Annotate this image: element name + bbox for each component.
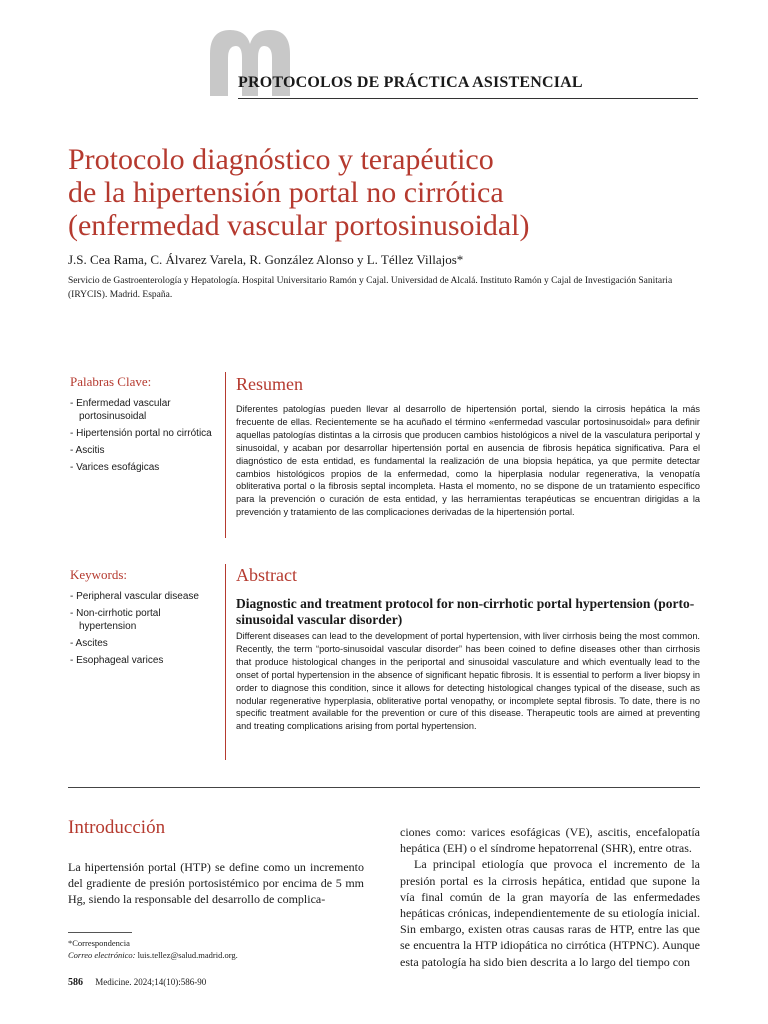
title-line: Protocolo diagnóstico y terapéutico bbox=[68, 143, 494, 176]
keyword-item: - Non-cirrhotic portal hypertension bbox=[70, 608, 161, 632]
abstract-subtitle: Diagnostic and treatment protocol for non-cirrhotic portal hypertension (porto-sinusoidal vascular disorder) bbox=[236, 596, 695, 627]
title-line: (enfermedad vascular portosinusoidal) bbox=[68, 209, 530, 242]
keywords-es-title: Palabras Clave: bbox=[70, 374, 152, 389]
keyword-item: - Hipertensión portal no cirrótica bbox=[70, 428, 212, 439]
authors: J.S. Cea Rama, C. Álvarez Varela, R. González Alonso y L. Téllez Villajos* bbox=[68, 252, 464, 267]
keyword-item: - Ascites bbox=[70, 638, 108, 649]
email-address[interactable]: luis.tellez@salud.madrid.org. bbox=[137, 950, 238, 960]
footnote bbox=[68, 937, 238, 961]
section-header: PROTOCOLOS DE PRÁCTICA ASISTENCIAL bbox=[238, 74, 583, 91]
resumen-title: Resumen bbox=[236, 374, 303, 394]
abstract-divider bbox=[225, 564, 226, 760]
title-line: de la hipertensión portal no cirrótica bbox=[68, 176, 504, 209]
intro-column-2 bbox=[400, 824, 700, 970]
footnote-rule bbox=[68, 932, 132, 933]
keywords-en-list bbox=[70, 590, 220, 671]
intro-paragraph: La principal etiología que provoca el incremento de la presión portal es la cirrosis hepática, entidad que supone la vía final común de la gran mayoría de las enfermedades hepáticas crónicas, independientemente de su etiología inicial. Sin embargo, existen otras causas raras de HTP, entre las que se encuentra la HTP idiopática no cirrótica (HTPNC). Aunque esta patología ha sido bien descrita a lo largo del tiempo con bbox=[400, 857, 700, 969]
correspondence-label: *Correspondencia bbox=[68, 938, 130, 948]
keyword-item: - Esophageal varices bbox=[70, 655, 164, 666]
header-rule bbox=[238, 98, 698, 99]
section-divider bbox=[68, 787, 700, 788]
intro-paragraph: ciones como: varices esofágicas (VE), ascitis, encefalopatía hepática (EH) o el síndrome hepatorrenal (SHR), entre otras. bbox=[400, 825, 700, 856]
resumen-text: Diferentes patologías pueden llevar al desarrollo de hipertensión portal, siendo la cirrosis hepática la más frecuente de ellas. Recientemente se ha acuñado el término «enfermedad vascular portosinusoidal» para definir aquellas patologías distintas a la cirrosis que producen cambios histológicos a nivel de la vasculatura periportal y sinusoidal, y acaban por desarrollar hipertensión portal en ausencia de fibrosis hepática significativa. Para el diagnóstico de esta entidad, es fundamental la realización de una biopsia hepática, ya que permite detectar cambios histológicos propios de la enfermedad, como la hiperplasia nodular regenerativa, la venopatía obliterativa portal o la fibrosis septal incompleta. Hasta el momento, no se dispone de un tratamiento específico para la prevención o curación de esta entidad, y las herramientas terapéuticas se encuentran dirigidas a la prevención y tratamiento de las complicaciones derivadas de la hipertensión portal. bbox=[236, 404, 700, 518]
intro-column-1: La hipertensión portal (HTP) se define como un incremento del gradiente de presión portosistémico por encima de 5 mm Hg, siendo la responsable del desarrollo de complica- bbox=[68, 860, 364, 907]
keyword-item: - Varices esofágicas bbox=[70, 462, 160, 473]
resumen-divider bbox=[225, 372, 226, 538]
introduction-title: Introducción bbox=[68, 817, 166, 838]
keywords-es-list bbox=[70, 397, 220, 478]
keyword-item: - Enfermedad vascular portosinusoidal bbox=[70, 398, 171, 422]
page-footer bbox=[68, 977, 206, 988]
abstract-text: Different diseases can lead to the development of portal hypertension, with liver cirrhosis being the most common. Recently, the term “porto-sinusoidal vascular disorder” has been coined to define diseases other than cirrhosis that produce histological changes in the periportal and sinusoidal vasculature and which eventually lead to the onset of portal hypertension in the absence of significant hepatic fibrosis. It is essential to perform a liver biopsy in order to diagnose this condition, since it allows for detecting histological changes typical of the disease, such as nodular regenerative hyperplasia, obliterative portal venopathy, or incomplete septal fibrosis. To date, there is no specific treatment available for the prevention or cure of this disease. Therapeutic tools are aimed at preventing and treating complications arising from portal hypertension. bbox=[236, 631, 700, 732]
email-line bbox=[68, 949, 238, 961]
affiliation: Servicio de Gastroenterología y Hepatología. Hospital Universitario Ramón y Cajal. Universidad de Alcalá. Instituto Ramón y Cajal de Investigación Sanitaria (IRYCIS). Madrid. España. bbox=[68, 276, 673, 300]
keywords-en-title: Keywords: bbox=[70, 567, 128, 582]
abstract-title: Abstract bbox=[236, 565, 297, 585]
article-title bbox=[68, 143, 708, 242]
citation: Medicine. 2024;14(10):586-90 bbox=[95, 977, 207, 987]
keyword-item: - Ascitis bbox=[70, 445, 105, 456]
email-label: Correo electrónico: bbox=[68, 950, 136, 960]
keyword-item: - Peripheral vascular disease bbox=[70, 591, 199, 602]
page-number: 586 bbox=[68, 977, 83, 988]
